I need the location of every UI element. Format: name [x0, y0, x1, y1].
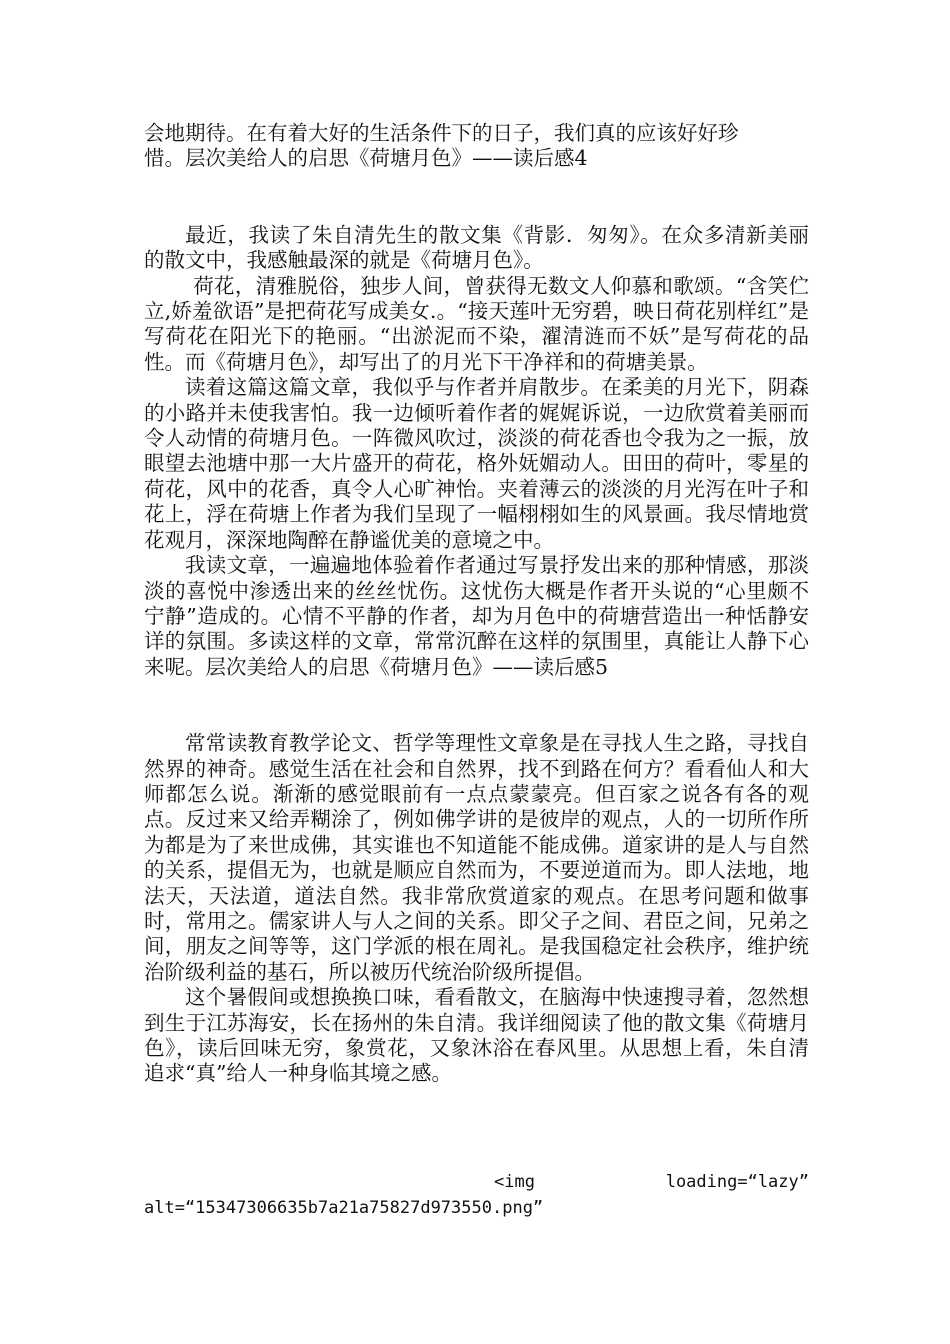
document-body [144, 121, 809, 1087]
section4-paragraph-3: 读着这篇这篇文章，我似乎与作者并肩散步。在柔美的月光下，阴森的小路并未使我害怕。我一边倾听着作者的娓娓诉说，一边欣赏着美丽而令人动情的荷塘月色。一阵微风吹过，淡淡的荷花香也令我为之一振，放眼望去池塘中那一大片盛开的荷花，格外妩媚动人。田田的荷叶，零星的荷花，风中的花香，真令人心旷神怡。夹着薄云的淡淡的月光泻在叶子和花上，浮在荷塘上作者为我们呈现了一幅栩栩如生的风景画。我尽情地赏花观月，深深地陶醉在静谧优美的意境之中。 [144, 375, 809, 552]
intro-line-2: 惜。层次美给人的启思《荷塘月色》——读后感4 [144, 146, 588, 171]
section4-paragraph-2: 荷花，清雅脱俗，独步人间，曾获得无数文人仰慕和歌颂。“含笑伫立,娇羞欲语”是把荷花写成美女.。“接天莲叶无穷碧，映日荷花别样红”是写荷花在阳光下的艳丽。“出淤泥而不染，濯清涟而不妖”是写荷花的品性。而《荷塘月色》，却写出了的月光下干净祥和的荷塘美景。 [144, 273, 809, 374]
section4-paragraph-4: 我读文章，一遍遍地体验着作者通过写景抒发出来的那种情感，那淡淡的喜悦中渗透出来的丝丝忧伤。这忧伤大概是作者开头说的“心里颇不宁静”造成的。心情不平静的作者，却为月色中的荷塘营造出一种恬静安详的氛围。多读这样的文章，常常沉醉在这样的氛围里，真能让人静下心来呢。层次美给人的启思《荷塘月色》——读后感5 [144, 553, 809, 679]
stray-markup-loading: loading=“lazy” [665, 1172, 809, 1192]
intro-line-1: 会地期待。在有着大好的生活条件下的日子，我们真的应该好好珍 [144, 121, 739, 145]
section-gap [144, 172, 809, 223]
section-gap [144, 680, 809, 731]
stray-markup-line-2: alt=“15347306635b7a21a75827d973550.png” [144, 1198, 544, 1218]
section5-paragraph-1: 常常读教育教学论文、哲学等理性文章象是在寻找人生之路，寻找自然界的神奇。感觉生活在社会和自然界，找不到路在何方？看看仙人和大师都怎么说。渐渐的感觉眼前有一点点蒙蒙亮。但百家之说各有各的观点。反过来又给弄糊涂了，例如佛学讲的是彼岸的观点，人的一切所作所为都是为了来世成佛，其实谁也不知道能不能成佛。道家讲的是人与自然的关系，提倡无为，也就是顺应自然而为，不要逆道而为。即人法地，地法天，天法道，道法自然。我非常欣赏道家的观点。在思考问题和做事时，常用之。儒家讲人与人之间的关系。即父子之间、君臣之间，兄弟之间，朋友之间等等，这门学派的根在周礼。是我国稳定社会秩序，维护统治阶级利益的基石，所以被历代统治阶级所提倡。 [144, 731, 809, 984]
section5-paragraph-2: 这个暑假间或想换换口味，看看散文，在脑海中快速搜寻着，忽然想到生于江苏海安，长在扬州的朱自清。我详细阅读了他的散文集《荷塘月色》，读后回味无穷，象赏花，又象沐浴在春风里。从思想上看，朱自清追求“真”给人一种身临其境之感。 [144, 985, 809, 1086]
section4-paragraph-1: 最近，我读了朱自清先生的散文集《背影．匆匆》。在众多清新美丽的散文中，我感触最深的就是《荷塘月色》。 [144, 222, 809, 273]
stray-markup-tag: <img [494, 1172, 535, 1192]
